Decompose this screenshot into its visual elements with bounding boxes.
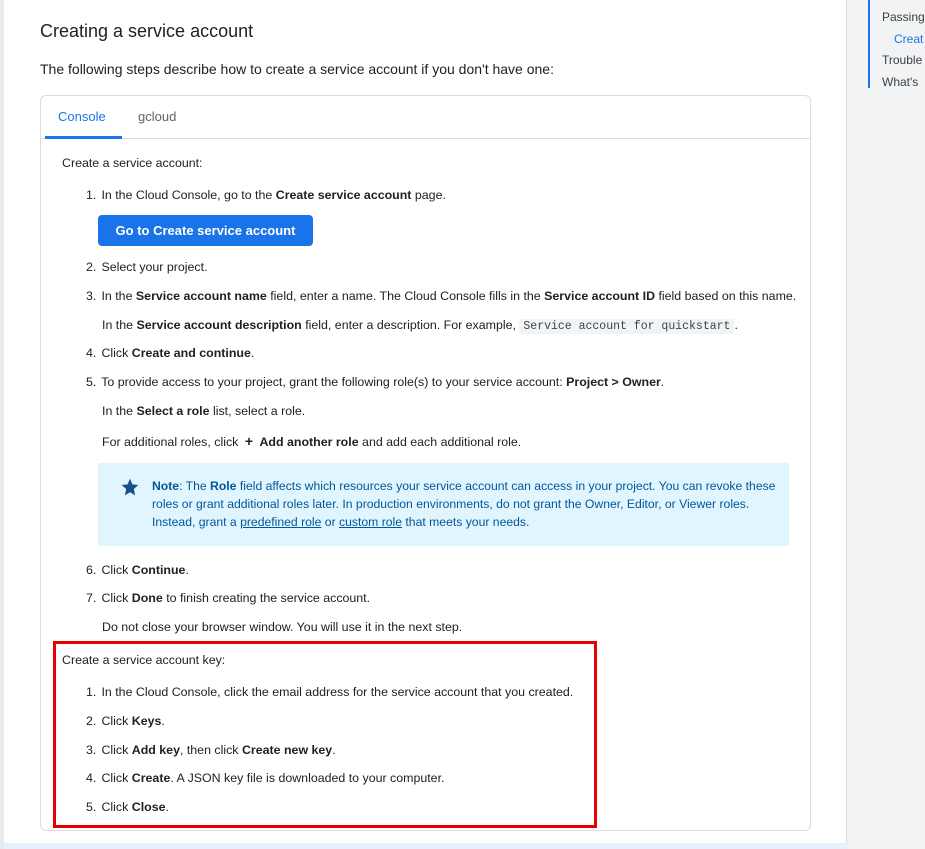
step-7	[86, 591, 370, 605]
step-number: 1.	[86, 685, 97, 699]
step-text: .	[161, 714, 165, 728]
step-text: .	[165, 800, 169, 814]
step-3-description	[102, 318, 738, 333]
step-number: 4.	[86, 346, 97, 360]
step-bold: Create service account	[275, 188, 412, 202]
step-text: and add each additional role.	[362, 435, 522, 449]
step-text: field based on this name.	[658, 289, 797, 303]
toc-indicator	[868, 0, 870, 88]
toc-item-whats-next[interactable]: What's	[882, 75, 919, 89]
create-sa-label: Create a service account:	[62, 156, 203, 170]
step-text: .	[250, 346, 255, 360]
article-content	[4, 0, 847, 849]
note-label: Note	[152, 479, 180, 493]
step-bold: Keys	[131, 714, 162, 728]
toc-item-troubleshooting[interactable]: Trouble	[882, 53, 923, 67]
step-bold: Service account name	[135, 289, 267, 303]
create-key-label: Create a service account key:	[62, 653, 226, 667]
step-bold: Add key	[131, 743, 180, 757]
step-text: to finish creating the service account.	[166, 591, 371, 605]
tab-console[interactable]: Console	[58, 109, 106, 124]
note-fragment: that meets your needs.	[405, 515, 530, 529]
step-number: 4.	[86, 771, 97, 785]
step-bold: Close	[131, 800, 166, 814]
note-fragment: field affects which resources your service account can access in your project. You can revoke these roles or grant additional roles later. In production environments, do not grant the Owner, Editor, or Viewer roles. Instead, grant a	[152, 479, 776, 529]
step-text: .	[660, 375, 665, 389]
tab-gcloud[interactable]: gcloud	[138, 109, 177, 124]
step-text: Click	[101, 714, 129, 728]
step-text: .	[734, 318, 738, 332]
toc-item-creating[interactable]: Creat	[894, 32, 924, 46]
go-to-create-service-account-button[interactable]: Go to Create service account	[98, 215, 313, 246]
step-text: Click	[101, 563, 129, 577]
step-7-warning: Do not close your browser window. You will use it in the next step.	[102, 620, 463, 634]
section-heading: Creating a service account	[40, 21, 254, 41]
step-number: 5.	[86, 375, 97, 389]
step-text: .	[332, 743, 336, 757]
note-fragment: : The	[179, 479, 207, 493]
bottom-edge	[4, 843, 847, 849]
step-6	[86, 563, 189, 577]
example-code: Service account for quickstart	[519, 319, 734, 334]
step-bold: Project > Owner	[566, 375, 661, 389]
step-number: 3.	[86, 743, 97, 757]
step-bold: Continue	[131, 563, 186, 577]
predefined-role-link[interactable]: predefined role	[240, 515, 322, 529]
step-text: Click	[101, 591, 129, 605]
step-number: 2.	[86, 714, 97, 728]
step-text: To provide access to your project, grant the following role(s) to your service account:	[101, 375, 563, 389]
step-bold: Done	[131, 591, 163, 605]
plus-icon: +	[244, 433, 253, 449]
step-text: , then click	[179, 743, 239, 757]
step-text: Click	[101, 346, 129, 360]
step-text: In the	[102, 318, 134, 332]
step-bold: Create	[131, 771, 171, 785]
intro-text: The following steps describe how to create a service account if you don't have one:	[40, 61, 554, 77]
step-text: In the Cloud Console, go to the	[101, 188, 273, 202]
step-text: .	[185, 563, 189, 577]
step-text: Click	[101, 800, 129, 814]
step-number: 5.	[86, 800, 97, 814]
step-text: In the Cloud Console, click the email address for the service account that you created.	[101, 685, 574, 699]
tab-bar	[41, 96, 810, 139]
step-text: Click	[101, 771, 129, 785]
step-bold: Add another role	[259, 435, 359, 449]
step-text: . A JSON key file is downloaded to your computer.	[170, 771, 445, 785]
step-number: 2.	[86, 260, 97, 274]
step-1	[86, 188, 446, 202]
highlight-annotation	[53, 641, 597, 828]
star-icon	[120, 477, 140, 497]
active-tab-indicator	[45, 136, 122, 139]
step-bold: Create and continue	[131, 346, 251, 360]
step-3	[86, 289, 796, 303]
note-fragment: or	[324, 515, 336, 529]
step-2	[86, 260, 208, 274]
step-text: For additional roles, click	[102, 435, 239, 449]
note-bold: Role	[210, 479, 237, 493]
step-text: Click	[101, 743, 129, 757]
step-4	[86, 346, 254, 360]
step-text: In the	[102, 404, 134, 418]
step-text: list, select a role.	[212, 404, 306, 418]
step-5-additional-roles	[102, 433, 521, 449]
step-bold: Service account ID	[544, 289, 656, 303]
step-text: field, enter a name. The Cloud Console fills in the	[270, 289, 541, 303]
step-text: Select your project.	[101, 260, 208, 274]
step-number: 7.	[86, 591, 97, 605]
toc-item-passing[interactable]: Passing	[882, 10, 925, 24]
step-number: 3.	[86, 289, 97, 303]
step-bold: Create new key	[241, 743, 333, 757]
note-text	[152, 477, 782, 531]
step-text: field, enter a description. For example,	[305, 318, 516, 332]
custom-role-link[interactable]: custom role	[339, 515, 403, 529]
step-number: 1.	[86, 188, 97, 202]
step-5	[86, 375, 664, 389]
step-number: 6.	[86, 563, 97, 577]
step-text: page.	[414, 188, 446, 202]
table-of-contents	[848, 0, 925, 849]
step-text: In the	[101, 289, 133, 303]
note-callout	[98, 463, 789, 546]
step-bold: Select a role	[136, 404, 210, 418]
step-bold: Service account description	[136, 318, 302, 332]
step-5-select-role	[102, 404, 305, 418]
